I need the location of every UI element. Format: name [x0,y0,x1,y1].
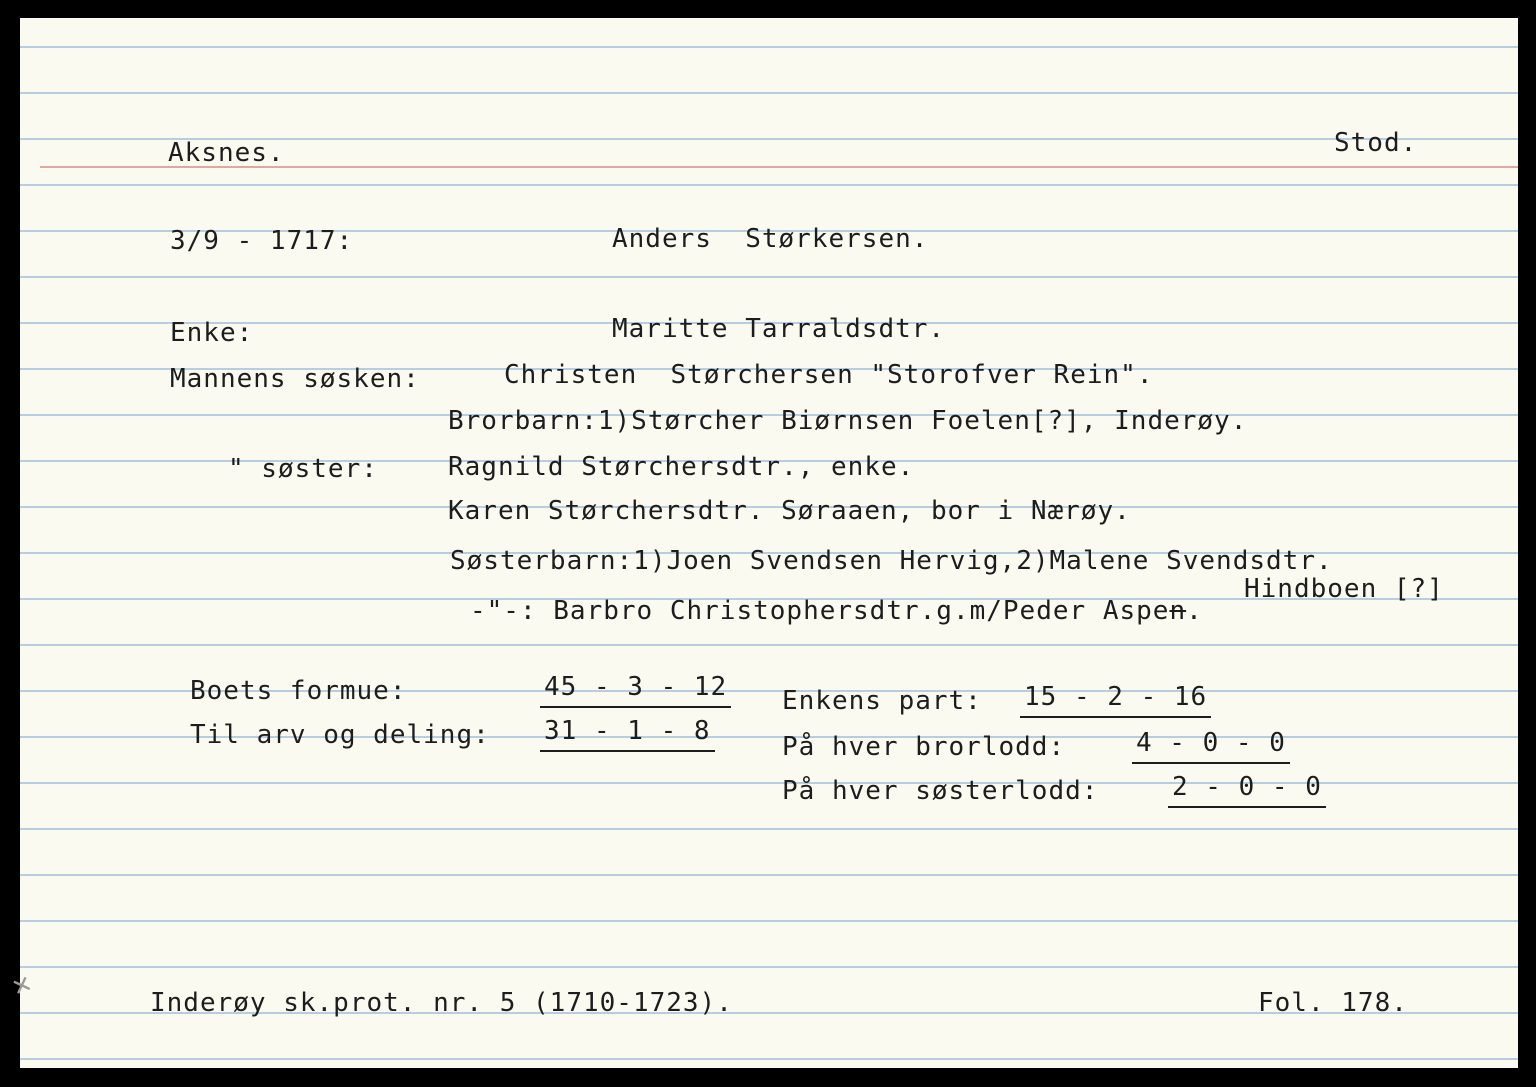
widow-label: Enke: [170,318,254,348]
brother-entry: Christen Størchersen "Storofver Rein". [504,360,1154,390]
fortune-value: 45 - 3 - 12 [540,672,731,708]
pencil-check-mark: ✕ [7,969,37,1003]
siblings-label: Mannens søsken: [170,364,420,394]
ditto-entry-end: . [1186,596,1203,626]
brother-share-value: 4 - 0 - 0 [1132,728,1290,764]
widow-part-label: Enkens part: [782,686,982,716]
index-card [20,18,1518,1068]
sister-entry-2: Karen Størchersdtr. Søraaen, bor i Nærøy. [448,496,1131,526]
source-reference: Inderøy sk.prot. nr. 5 (1710-1723). [150,988,733,1018]
entry-date: 3/9 - 1717: [170,226,354,256]
brother-share-label: På hver brorlodd: [782,732,1066,762]
sister-label: " søster: [228,454,378,484]
sister-entry-1: Ragnild Størchersdtr., enke. [448,452,915,482]
ditto-entry-text: -"-: Barbro Christophersdtr.g.m/Peder Aspe [470,596,1170,626]
brother-children: Brorbarn:1)Størcher Biørnsen Foelen[?], Inderøy. [448,406,1248,436]
struck-letter: n [1169,596,1187,626]
region-name: Stod. [1334,128,1418,158]
sister-share-label: På hver søsterlodd: [782,776,1099,806]
sister-children-note: Hindboen [?] [1244,574,1444,604]
sister-children: Søsterbarn:1)Joen Svendsen Hervig,2)Malene Svendsdtr. [450,546,1333,576]
deceased-name: Anders Størkersen. [612,224,929,254]
widow-name: Maritte Tarraldsdtr. [612,314,946,344]
folio-number: Fol. 178. [1258,988,1408,1018]
widow-part-value: 15 - 2 - 16 [1020,682,1211,718]
inherit-value: 31 - 1 - 8 [540,716,715,752]
sister-share-value: 2 - 0 - 0 [1168,772,1326,808]
fortune-label: Boets formue: [190,676,407,706]
place-name: Aksnes. [168,138,285,168]
inherit-label: Til arv og deling: [190,720,490,750]
ditto-entry [470,596,1203,626]
